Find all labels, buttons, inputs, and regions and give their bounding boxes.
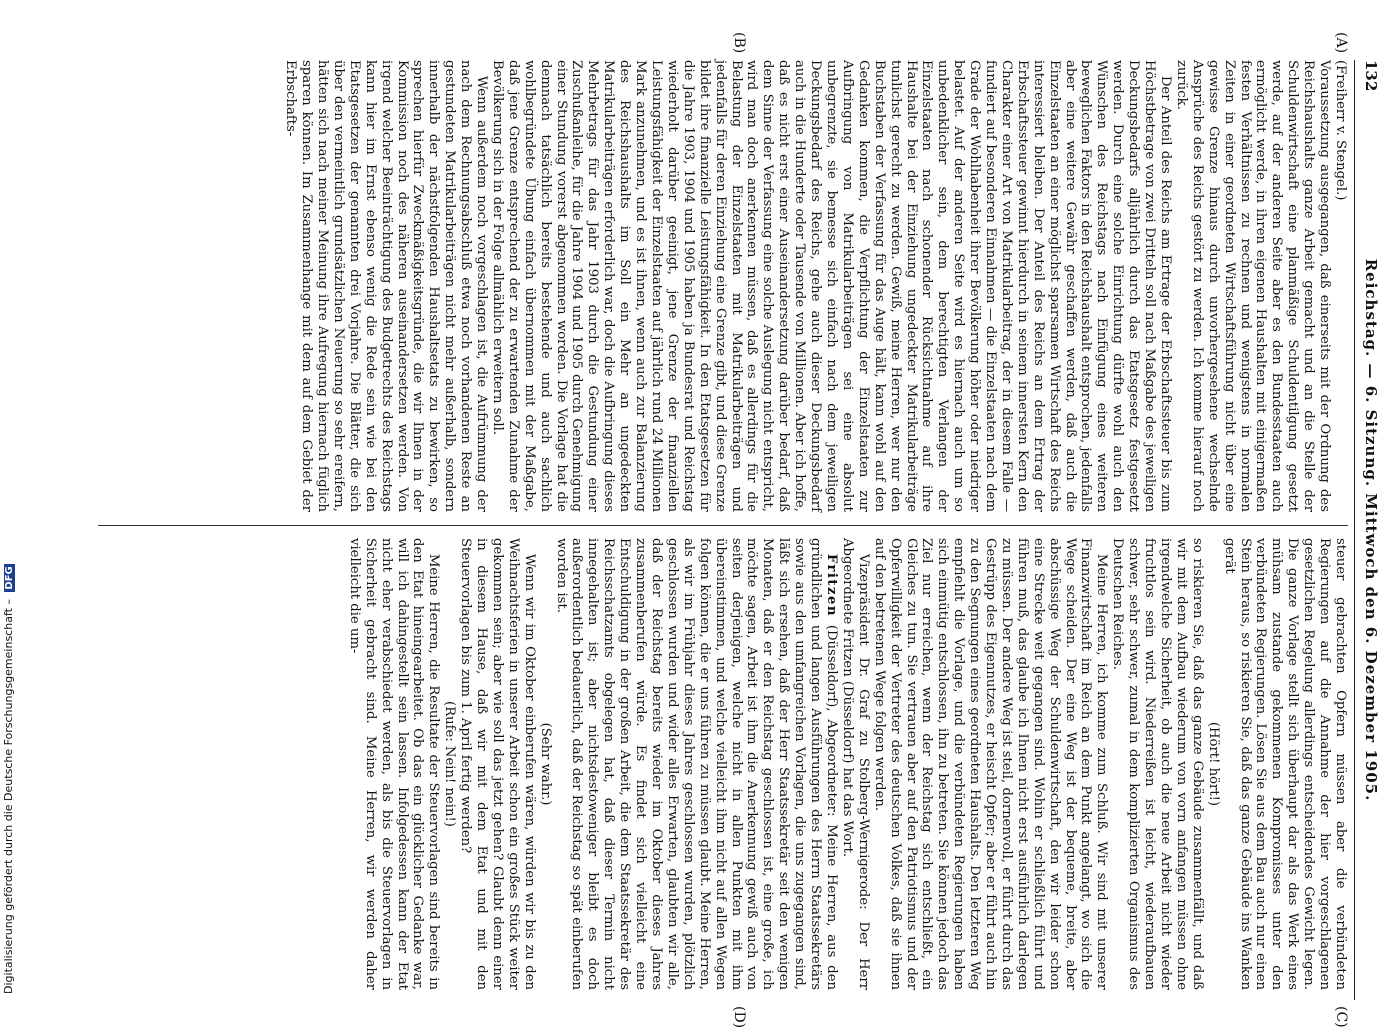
page-number: 132 xyxy=(1362,60,1380,92)
interjection: (Hört! hört!) xyxy=(1205,721,1221,807)
funding-credit xyxy=(2,564,15,994)
right-column xyxy=(88,538,1348,990)
funding-credit-text: Digitalisierung gefördert durch die Deutsche Forschungsgemeinschaft – xyxy=(2,599,15,994)
margin-marker-b: (B) xyxy=(731,32,747,54)
header-rule xyxy=(1354,60,1355,1000)
paragraph: Voraussetzung ausgegangen, daß einerseits mit der Ordnung des Reichshaushalts ganze Arbeit gemacht und an die Stelle der Schuldenwirtschaft eine planmäßige Schuldentilgung gesetzt werde, auf der anderen Seite aber es den Bundesstaaten auch ermöglicht werde, in ihren eigenen Haushalten mit einigermaßen festen Verhältnissen zu rechnen und wenigstens in normalen Zeiten in einer geordneten Wirtschaftsführung nicht über eine gewisse Grenze hinaus durch unvorhergesehene wechselnde Ansprüche des Reichs gestört zu werden. Ich komme hierauf noch zurück. xyxy=(1173,60,1333,512)
dfg-logo: DFG xyxy=(4,566,15,590)
speech-start xyxy=(553,538,839,990)
paragraph: Meine Herren, ich komme zum Schluß. Wir sind mit unserer Finanzwirtschaft im Reich an dem Punkt angelangt, wo sich die Wege scheiden. Der eine Weg ist der bequeme, breite, aber abschüssige Weg der Schuldenwirtschaft, den wir leider schon eine Strecke weit gegangen sind. Wohin er schließlich führt und führen muß, das glaube ich Ihnen nicht erst ausführlich darlegen zu müssen. Der andere Weg ist steil, dornenvoll, er führt durch das Gestrüpp des Eigennutzes, er heischt Opfer; aber er führt auch hin zu den Segnungen eines geordneten Haushalts. Den letzteren Weg empfiehlt die Vorlage, und die verbündeten Regierungen haben sich einmütig entschlossen, ihn zu betreten. Sie können jedoch das Ziel nur erreichen, wenn der Reichstag sich entschließt, ein Gleiches zu tun. Sie vertrauen aber auf den Patriotismus und der Opferwilligkeit der Vertreter des deutschen Volkes, daß sie ihnen auf den betretenen Wege folgen werden. xyxy=(871,538,1110,990)
paragraph: Der Anteil des Reichs am Ertrage der Erbschaftssteuer bis zum Höchstbetrage von zwei Dritteln soll nach Maßgabe des jeweiligen Deckungsbedarfs alljährlich durch das Etatsgesetz festgesetzt werden. Durch eine solche Einrichtung dürfte wohl auch den Wünschen des Reichstags nach Einfügung eines weiteren beweglichen Faktors in den Reichshaushalt entsprochen, jedenfalls aber eine weitere Gewähr geschaffen werden, daß auch die Einzelstaaten an einer möglichst sparsamen Wirtschaft des Reichs interessiert bleiben. Der Anteil des Reichs an dem Ertrag der Erbschaftssteuer gewinnt hierdurch in seinem innersten Kern den Charakter einer Art von Matrikularbeitrag, der in diesem Falle — fundiert auf besonderen Einnahmen — die Einzelstaaten nach dem Grade der Wohlhabenheit ihrer Bevölkerung höher oder niedriger belastet. Auf der anderen Seite wird es hiernach auch um so unbedenklicher sein, dem berechtigten Verlangen der Einzelstaaten nach schonender Rücksichtnahme auf ihre Haushalte bei der Einziehung ungedeckter Matrikularbeiträge tunlichst gerecht zu werden. Gewiß, meine Herren, wer nur den Buchstaben der Verfassung für das Auge hält, kann wohl auf den Gedanken kommen, die Verpflichtung der Einzelstaaten zur Aufbringung von Matrikularbeiträgen sei eine absolut unbegrenzte, sie bemesse sich einfach nach dem jeweiligen Deckungsbedarf des Reichs, gehe auch dieser Deckungsbedarf auch in die Hunderte oder Tausende von Millionen. Aber ich hoffe, daß es nicht erst einer Auseinandersetzung darüber bedarf, daß dem Sinne der Verfassung eine solche Auslegung nicht entspricht, wird man doch anerkennen müssen, daß es allerdings für die Belastung der Einzelstaaten mit Matrikularbeiträgen und jedenfalls für deren Einziehung eine Grenze gibt, und diese Grenze bildet ihre finanzielle Leistungsfähigkeit. In den Etatsgesetzen für die Jahre 1903, 1904 und 1905 haben ja Bundesrat und Reichstag wiederholt darüber geeinigt, jene Grenze der finanziellen Leistungsfähigkeit der Einzelstaaten auf jährlich rund 24 Millionen Mark anzunehmen, und es ist ihnen, wenn auch zur Balanzierung des Reichshaushalts im Soll ein Mehr an ungedeckten Matrikularbeiträgen erforderlich war, doch die Aufbringung dieses Mehrbetrags für das Jahr 1903 durch die Gestundung einer Zuschußanleihe, für die Jahre 1904 und 1905 durch Genehmigung einer Stundung vorerst abgenommen worden. Die Vorlage hat die demnach tatsächlich bereits bestehende und auch sachlich wohlbegründete Übung einfach übernommen mit der Maßgabe, daß jene Grenze entsprechend der zu erwartenden Zunahme der Bevölkerung sich in der Folge allmählich erweitern soll. xyxy=(489,60,1174,512)
paragraph: Wenn außerdem noch vorgeschlagen ist, die Aufrümmung der nach dem Rechnungsabschluß etwa noch vorhandenen Reste an gestundeten Matrikularbeiträgen nicht mehr außerhalb, sondern innerhalb der nächstfolgenden Haushaltsetats zu bewirken, so sprechen hierfür Zweckmäßigkeitsgründe, die wir Ihnen in der Kommission noch des näheren auseinandersetzen werden. Von irgend welcher Beeinträchtigung des Budgetrechts des Reichstags kann hier im Ernst ebenso wenig die Rede sein wie bei den Etatsgesetzen der genannten drei Vorjahre. Die Blätter, die sich über den vermeintlich grundsätzlichen Neuerung so sehr ereifern, hätten sich nach meiner Meinung ihre Aufregung hiernach füglich sparen können. Im Zusammenhange mit dem auf dem Gebiet der Erbschafts- xyxy=(283,60,490,512)
funding-sidebar xyxy=(0,0,24,1000)
column-divider xyxy=(98,525,1348,526)
paragraph: Wenn wir im Oktober einberufen wären, würden wir bis zu den Weihnachtsferien in unserer Arbeit schon ein großes Stück weiter gekommen sein; aber wie soll das jetzt gehen? Glaubt denn einer in diesem Hause, daß wir mit dem Etat und mit den Steuervorlagen bis zum 1. April fertig werden? xyxy=(458,538,537,990)
left-column xyxy=(88,60,1348,512)
page-header xyxy=(1356,60,1380,1000)
speaker-intro: (Freiherr v. Stengel.) xyxy=(1333,60,1348,201)
margin-marker-a: (A) xyxy=(1333,32,1349,54)
margin-marker-c: (C) xyxy=(1333,1006,1349,1028)
margin-marker-d: (D) xyxy=(731,1006,747,1028)
reichstag-protocol-page xyxy=(80,32,1380,1028)
speech-text: (Düsseldorf), Abgeordneter: Meine Herren, aus den gründlichen und langen Ausführungen des Herrn Staatssekretärs sowie aus den umfangreichen Vorlagen, die uns zugegangen sind, läßt sich ersehen, daß der Herr Staatssekretär seit den wenigen Monaten, daß er den Reichstag geschlossen ist, eine große, ich möchte sagen, Arbeit ist ihm die Anerkennung gewiß auch von seiten derjenigen, welche nicht in allen Punkten mit ihm übereinstimmen, und welche vielleicht ihm nicht auf allen Wegen folgen können, die er uns führen zu müssen glaubt. Meine Herren, als wir im Frühjahr dieses Jahres geschlossen wurden, plötzlich geschlossen wurden und wider alles Erwarten, glaubten wir alle, daß der Reichstag bereits wieder im Oktober dieses Jahres zusammenberufen würde. Es findet sich vielleicht eine Entschuldigung in der großen Arbeit, die dem Staatssekretär des Reichsschatzamts obgelegen hat, daß dieser Termin nicht innegehalten ist; aber nichtsdestoweniger bleibt es doch außerordentlich bedauerlich, daß der Reichstag so spät einberufen worden ist. xyxy=(553,538,839,990)
speaker-name: Fritzen xyxy=(824,553,839,617)
presiding-officer-note: Vizepräsident Dr. Graf zu Stolberg-Wernigerode: Der Herr Abgeordnete Fritzen (Düsseldorf) hat das Wort. xyxy=(839,538,871,990)
interjection: (Sehr wahr.) xyxy=(537,722,553,806)
paragraph: so riskieren Sie, daß das ganze Gebäude zusammenfällt, und daß wir mit dem Aufbau wiederum von vorn anfangen müssen ohne irgendwelche Sicherheit, ob auch die neue Arbeit nicht wieder fruchtlos sein wird. Niederreißen ist leicht, wiederaufbauen schwer, sehr schwer, zumal in dem komplizierten Organismus des Deutschen Reiches. xyxy=(1110,538,1205,990)
page-title: Reichstag. — 6. Sitzung. Mittwoch den 6. Dezember 1905. xyxy=(1362,258,1380,802)
paragraph: steuer gebrachten Opfern müssen aber die verbündeten Regierungen auf die Annahme der hier vorgeschlagenen gesetzlichen Regelung allerdings entscheidendes Gewicht legen. Die ganze Vorlage stellt sich überhaupt dar als das Werk eines mühsam zustande gekommenen Kompromisses unter den verbündeten Regierungen. Lösen Sie aus dem Bau auch nur einen Stein heraus, so riskieren Sie, daß das ganze Gebäude ins Wanken gerät xyxy=(1221,538,1348,990)
interjection: (Rufe: Nein! nein!) xyxy=(442,701,458,827)
paragraph: Meine Herren, die Resultate der Steuervorlagen sind bereits in den Etat hineingearbeitet. Ob das ein glücklicher Gedanke war, will ich dahingestellt sein lassen. Infolgedessen kann der Etat nicht eher verabschiedet werden, als bis die Steuervorlagen in Sicherheit gebracht sind. Meine Herren, wir werden daher vielleicht die um- xyxy=(346,538,442,990)
